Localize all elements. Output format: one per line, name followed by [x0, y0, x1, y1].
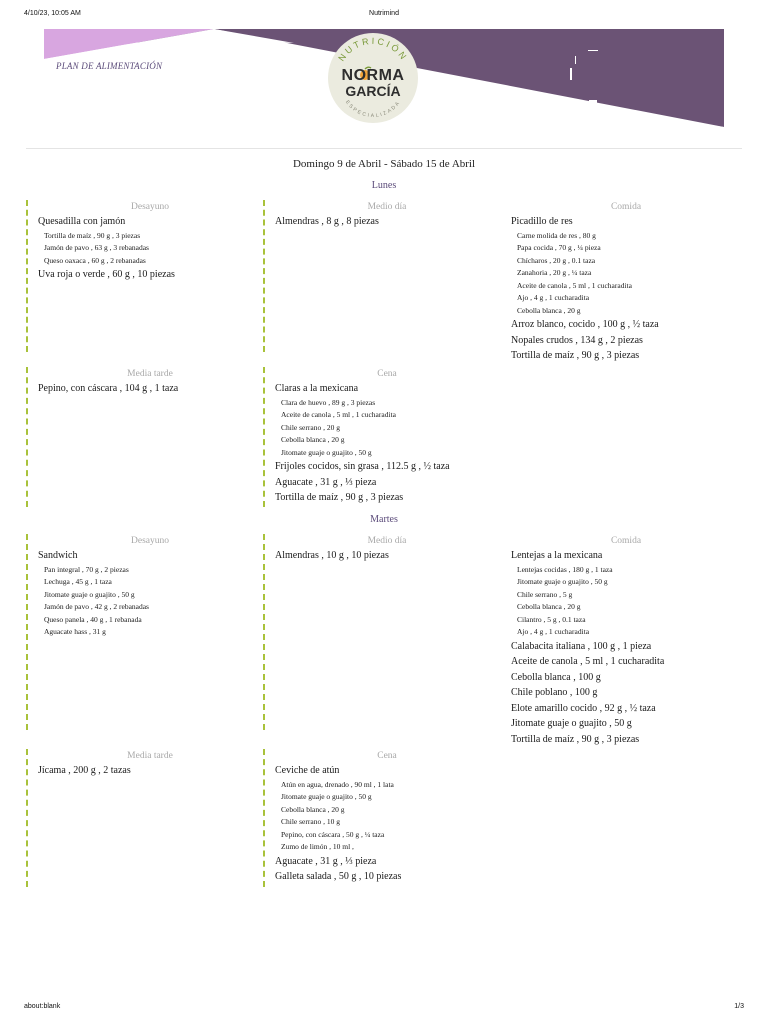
- week-range: Domingo 9 de Abril - Sábado 15 de Abril: [292, 158, 476, 170]
- food-item: Jícama , 200 g , 2 tazas: [38, 765, 131, 776]
- plan-title: PLAN DE ALIMENTACIÓN: [56, 61, 163, 71]
- meal-medio-d-a: [263, 534, 499, 730]
- food-item: Galleta salada , 50 g , 10 piezas: [275, 871, 402, 882]
- food-item: Chile poblano , 100 g: [511, 687, 598, 698]
- food-item: Lentejas a la mexicana: [511, 550, 603, 561]
- ingredient-item: Lentejas cocidas , 180 g , 1 taza: [517, 564, 613, 574]
- food-item: Calabacita italiana , 100 g , 1 pieza: [511, 640, 652, 652]
- print-header: [0, 10, 768, 22]
- ingredient-item: Zumo de limón , 10 ml ,: [281, 842, 354, 851]
- banner-mark: [570, 68, 572, 80]
- meal-title: Cena: [377, 751, 397, 761]
- food-item: Frijoles cocidos, sin grasa , 112.5 g , ½ taza: [275, 461, 450, 472]
- food-item: Elote amarillo cocido , 92 g , ½ taza: [511, 702, 656, 714]
- food-item: Sandwich: [38, 550, 78, 561]
- food-item: Arroz blanco, cocido , 100 g , ½ taza: [511, 319, 659, 330]
- ingredient-item: Cebolla blanca , 20 g: [517, 602, 581, 611]
- food-item: Ceviche de atún: [275, 765, 340, 776]
- food-item: Nopales crudos , 134 g , 2 piezas: [511, 334, 643, 346]
- ingredient-item: Jitomate guaje o guajito , 50 g: [281, 447, 372, 457]
- ingredient-item: Ajo , 4 g , 1 cucharadita: [517, 293, 590, 302]
- food-item: Cebolla blanca , 100 g: [511, 671, 601, 683]
- ingredient-item: Cebolla blanca , 20 g: [281, 804, 345, 814]
- logo-name-last: GARCÍA: [345, 83, 401, 99]
- meal-title: Media tarde: [127, 369, 173, 379]
- logo-bottom-text: ESPECIALIZADA: [343, 99, 403, 120]
- meal-title: Cena: [377, 369, 397, 379]
- ingredient-item: Ajo , 4 g , 1 cucharadita: [517, 627, 590, 636]
- ingredient-item: Jamón de pavo , 42 g , 2 rebanadas: [44, 602, 149, 611]
- ingredient-item: Aceite de canola , 5 ml , 1 cucharadita: [281, 410, 396, 419]
- ingredient-item: Zanahoria , 20 g , ¼ taza: [517, 268, 592, 277]
- meal-title: Medio día: [367, 202, 407, 212]
- food-item: Tortilla de maíz , 90 g , 3 piezas: [511, 350, 640, 361]
- meal-title: Medio día: [367, 536, 407, 546]
- ingredient-item: Cilantro , 5 g , 0.1 taza: [517, 614, 586, 624]
- day-title: Lunes: [371, 180, 397, 191]
- ingredient-item: Chile serrano , 10 g: [281, 817, 340, 826]
- meal-title: Desayuno: [131, 202, 169, 212]
- logo-top-text: NUTRICIÓN: [336, 35, 410, 64]
- ingredient-item: Papa cocida , 70 g , ¼ pieza: [517, 243, 601, 252]
- food-item: Claras a la mexicana: [275, 383, 359, 394]
- ingredient-item: Jitomate guaje o guajito , 50 g: [281, 792, 372, 801]
- meal-comida: [501, 534, 741, 747]
- food-item: Jitomate guaje o guajito , 50 g: [511, 718, 632, 729]
- meal-cena: [263, 367, 499, 507]
- ingredient-item: Jitomate guaje o guajito , 50 g: [44, 589, 135, 599]
- meal-desayuno: [26, 200, 262, 352]
- meal-cena: [263, 749, 499, 887]
- ingredient-item: Tortilla de maíz , 90 g , 3 piezas: [44, 230, 141, 240]
- meal-comida: [501, 200, 741, 364]
- logo: [320, 29, 426, 127]
- day-title: Martes: [370, 514, 398, 525]
- ingredient-item: Clara de huevo , 89 g , 3 piezas: [281, 397, 376, 407]
- ingredient-item: Aguacate hass , 31 g: [44, 627, 106, 636]
- ingredient-item: Chile serrano , 20 g: [281, 422, 340, 432]
- ingredient-item: Pan integral , 70 g , 2 piezas: [44, 564, 129, 574]
- food-item: Aguacate , 31 g , ⅓ pieza: [275, 476, 377, 488]
- meal-title: Media tarde: [127, 751, 173, 761]
- meal-title: Comida: [610, 536, 642, 546]
- food-item: Tortilla de maíz , 90 g , 3 piezas: [275, 492, 404, 503]
- ingredient-item: Aceite de canola , 5 ml , 1 cucharadita: [517, 280, 632, 290]
- ingredient-item: Chile serrano , 5 g: [517, 589, 573, 599]
- food-item: Almendras , 8 g , 8 piezas: [275, 216, 379, 227]
- ingredient-item: Atún en agua, drenado , 90 ml , 1 lata: [281, 779, 394, 789]
- food-item: Aguacate , 31 g , ⅓ pieza: [275, 855, 377, 867]
- food-item: Almendras , 10 g , 10 piezas: [275, 550, 389, 561]
- food-item: Aceite de canola , 5 ml , 1 cucharadita: [511, 656, 665, 667]
- ingredient-item: Chícharos , 20 g , 0.1 taza: [517, 255, 596, 265]
- banner-mark: [589, 100, 597, 108]
- divider: [26, 148, 742, 149]
- ingredient-item: Cebolla blanca , 20 g: [517, 305, 581, 315]
- ingredient-item: Lechuga , 45 g , 1 taza: [44, 577, 112, 586]
- print-footer: [0, 1003, 768, 1015]
- food-item: Quesadilla con jamón: [38, 216, 126, 227]
- banner-mark: [588, 50, 598, 51]
- food-item: Uva roja o verde , 60 g , 10 piezas: [38, 269, 175, 280]
- logo-name-first: NORMA: [341, 67, 405, 84]
- meal-media-tarde: [26, 749, 262, 887]
- food-item: Pepino, con cáscara , 104 g , 1 taza: [38, 383, 179, 394]
- print-timestamp: 4/10/23, 10:05 AM: [24, 10, 81, 17]
- ingredient-item: Queso panela , 40 g , 1 rebanada: [44, 614, 142, 624]
- meal-desayuno: [26, 534, 262, 730]
- ingredient-item: Pepino, con cáscara , 50 g , ¼ taza: [281, 829, 385, 839]
- print-page-number: 1/3: [734, 1003, 744, 1010]
- ingredient-item: Cebolla blanca , 20 g: [281, 435, 345, 444]
- ingredient-item: Jamón de pavo , 63 g , 3 rebanadas: [44, 243, 149, 252]
- ingredient-item: Carne molida de res , 80 g: [517, 230, 596, 240]
- print-title: Nutrimind: [369, 10, 399, 17]
- ingredient-item: Jitomate guaje o guajito , 50 g: [517, 577, 608, 586]
- food-item: Picadillo de res: [511, 216, 573, 227]
- ingredient-item: Queso oaxaca , 60 g , 2 rebanadas: [44, 255, 146, 265]
- meal-title: Comida: [610, 202, 642, 212]
- meal-title: Desayuno: [131, 536, 169, 546]
- meal-medio-d-a: [263, 200, 499, 352]
- banner-mark: [575, 56, 576, 64]
- food-item: Tortilla de maíz , 90 g , 3 piezas: [511, 733, 640, 745]
- print-url: about:blank: [24, 1003, 61, 1010]
- meal-media-tarde: [26, 367, 262, 507]
